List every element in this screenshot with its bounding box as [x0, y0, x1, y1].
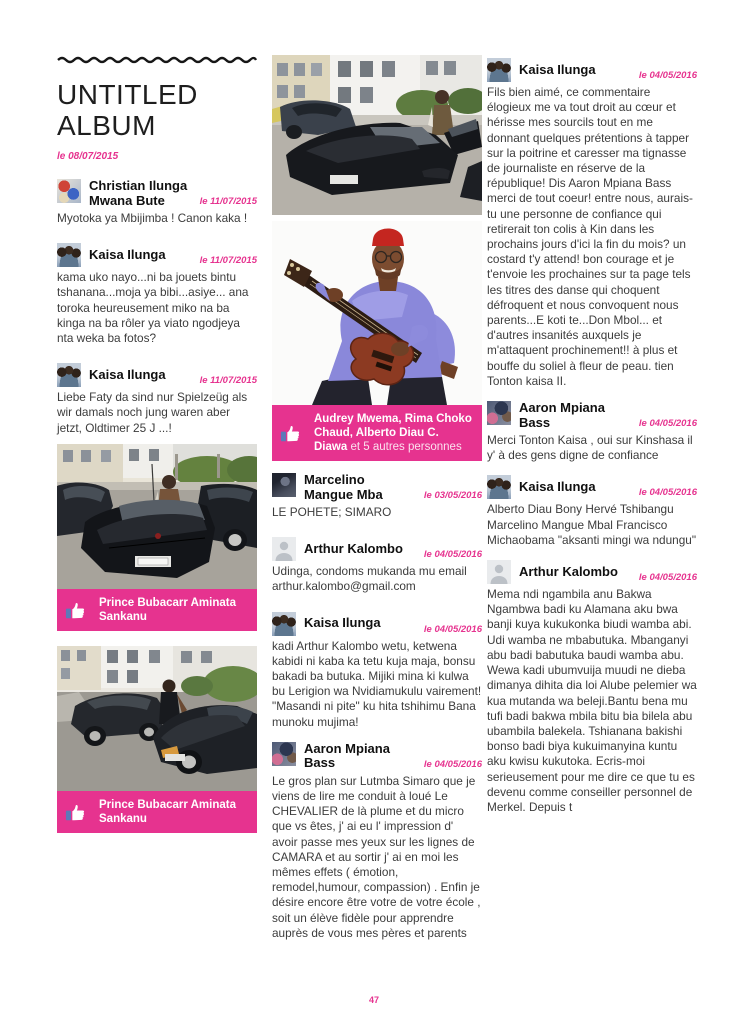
like-more-count: et 5 autres personnes	[350, 441, 462, 453]
comment-header	[272, 742, 482, 771]
comment-date: le 04/05/2016	[638, 418, 697, 430]
photo-car-open-door	[272, 55, 482, 215]
avatar	[487, 401, 511, 425]
album-date: le 08/07/2015	[57, 151, 119, 162]
comment	[487, 560, 697, 815]
person-silhouette-icon	[272, 537, 296, 561]
page-title: UNTITLED ALBUM	[57, 79, 198, 141]
thumbs-up-icon	[65, 801, 87, 823]
photo-black-car-front	[57, 444, 257, 631]
commenter-name: Marcelino Mangue Mba	[304, 472, 383, 502]
middle-column	[272, 55, 482, 941]
photo-image	[272, 55, 482, 215]
commenter-name: Kaisa Ilunga	[89, 246, 166, 262]
commenter-name: Aaron Mpiana Bass	[304, 740, 390, 771]
comment-date: le 04/05/2016	[423, 549, 482, 561]
comment	[272, 537, 482, 594]
avatar	[487, 475, 511, 499]
thumbs-up-icon	[280, 422, 302, 444]
comment-text: Mema ndi ngambila anu Bakwa Ngambwa badi ku Alamana aku bwa banji kuya kukukonka biudi wamba abi. Udi wamba ne mbabutuka. Mbanganyi abu badi babutuka baudi wamba abu. Wewa kadi ubumvuija muudi ne dieba dimanya dihita dia loi Alube pelemier wa kua mutanda wa beleji.Bantu bena mu tufi badi bakwa mbila bitu bia bilela abu ubambila balekela. Tshianana bakishi bonso badi biya kukuimanyina kuntu aku kwisu kukutoka. Ecris-moi serieusement pour me dire ce que tu es devenu comme conseiller personnel de Merkel. Depuis t	[487, 587, 697, 814]
avatar	[57, 179, 81, 203]
comment-text: Le gros plan sur Lutmba Simaro que je viens de lire me conduit à loué Le CHEVALIER de là plume et du micro que vs êtes, j' ai eu l' impression d' avoir passe mes yeux sur les lignes de CAMARA et au sortir j' ai en moi les mêmes effets ( émotion, remodel,humour, compassion) . Enfin je désire encore être votre de votre école , soit un élève fidèle pour apprendre auprès de vous mes pères et parents	[272, 773, 481, 940]
comment-header	[57, 363, 257, 387]
avatar	[487, 58, 511, 82]
comment-date: le 03/05/2016	[423, 490, 482, 501]
page-number: 47	[368, 995, 379, 1005]
left-column	[57, 55, 257, 833]
commenter-name: Kaisa Ilunga	[519, 479, 596, 495]
comment-text: Fils bien aimé, ce commentaire élogieux me va tout droit au cœur et hérisse mes sourcils tout en me donnant quelques prétentions à tapper sur la poitrine et caresser ma tignasse de journaliste en réserve de la république! Dis Aaron Mpiana Bass merci de tout coeur! entre nous, aurais-tu une personne de confiance qui retirerait ton colis à Kin dans les prochains jours d'ici la fin du mois? un costard t'y attend! bon courage et je t'envoie les prochaines sur ta page tels les titres des danse qui choquent défroquent et nous convoquent nous parents...E koti te...Don Mbol... et d'autres insanités auxquels je m'attaquent prochinement!! à plus et bouffe du soliel à fleur de peau. tien Tonton kaisa II.	[487, 85, 693, 388]
photo-image	[272, 221, 482, 405]
comment-text: Myotoka ya Mbijimba ! Canon kaka !	[57, 211, 248, 225]
photo-image	[57, 444, 257, 589]
liker-names: Audrey Mwema, Rima Choko Chaud, Alberto Diau C. Diawa	[314, 413, 472, 453]
like-names	[314, 412, 472, 454]
comment-header	[487, 58, 697, 82]
comment-text: kadi Arthur Kalombo wetu, ketwena kabidi ni kaba ka tetu kuja maja, bonsu bakadi ba butuka. Mijiki mina ki kulwa bu Lerigion wa Nvidiamukulu vairement! "Masandi ni pite" ku hita tshihimu Bana munoku mujima!	[272, 638, 482, 729]
comment-header	[272, 537, 482, 561]
avatar	[272, 537, 296, 561]
avatar	[487, 560, 511, 584]
commenter-name: Aaron Mpiana Bass	[519, 400, 605, 430]
comment-date: le 11/07/2015	[199, 375, 257, 387]
photo-guitarist	[272, 221, 482, 461]
comment-header	[57, 179, 257, 208]
comment	[487, 58, 697, 389]
commenter-name: Christian Ilunga Mwana Bute	[89, 178, 188, 208]
avatar	[272, 742, 296, 766]
comment	[272, 612, 482, 730]
commenter-name: Arthur Kalombo	[519, 563, 618, 579]
right-column	[487, 55, 697, 815]
comment	[57, 243, 257, 346]
comment-header	[272, 612, 482, 636]
comment-date: le 11/07/2015	[199, 255, 257, 267]
comment-text: Merci Tonton Kaisa , oui sur Kinshasa il y' à des gens digne de confiance	[487, 433, 693, 463]
comment	[57, 363, 257, 436]
photo-image	[57, 646, 257, 791]
comment-text: kama uko nayo...ni ba jouets bintu tshanana...moja ya bibi...asiye... ana toroka heureusement miko na ba kinga na ba rôler ya viato ngodjeya nta weka ba fotos?	[57, 270, 249, 346]
avatar	[272, 473, 296, 497]
squiggle-divider	[57, 55, 257, 64]
like-bar	[57, 589, 257, 631]
comment-text: Udinga, condoms mukanda mu email arthur.kalombo@gmail.com	[272, 564, 467, 594]
comment-date: le 11/07/2015	[199, 196, 257, 207]
avatar	[57, 243, 81, 267]
comment-header	[57, 243, 257, 267]
comment-header	[272, 473, 482, 502]
commenter-name: Kaisa Ilunga	[304, 615, 381, 631]
commenter-name: Kaisa Ilunga	[89, 366, 166, 382]
comment-header	[487, 560, 697, 584]
comment-date: le 04/05/2016	[638, 572, 697, 584]
avatar	[57, 363, 81, 387]
comment-header	[487, 475, 697, 499]
comment-text: Alberto Diau Bony Hervé Tshibangu Marcelino Mangue Mbal Francisco Michaobama "aksanti mingi wa ndungu"	[487, 502, 697, 547]
comment-date: le 04/05/2016	[638, 70, 697, 81]
thumbs-up-icon	[65, 599, 87, 621]
comment	[272, 742, 482, 941]
like-bar	[272, 405, 482, 461]
comment-text: LE POHETE; SIMARO	[272, 505, 392, 519]
comment	[487, 475, 697, 548]
comment	[272, 473, 482, 520]
comment-header	[487, 401, 697, 430]
like-bar	[57, 791, 257, 833]
comment-date: le 04/05/2016	[423, 623, 482, 635]
commenter-name: Arthur Kalombo	[304, 540, 403, 556]
avatar	[272, 612, 296, 636]
person-silhouette-icon	[487, 560, 511, 584]
comment	[57, 179, 257, 226]
comment	[487, 401, 697, 463]
like-names: Prince Bubacarr Aminata Sankanu	[99, 596, 236, 623]
comment-text: Liebe Faty da sind nur Spielzeüg als wir damals noch jung waren aber jetzt, Oldtimer 25 J ...!	[57, 390, 248, 435]
photo-two-cars	[57, 646, 257, 833]
like-names: Prince Bubacarr Aminata Sankanu	[99, 798, 236, 825]
commenter-name: Kaisa Ilunga	[519, 61, 596, 77]
comment-date: le 04/05/2016	[423, 758, 482, 770]
comment-date: le 04/05/2016	[638, 487, 697, 499]
